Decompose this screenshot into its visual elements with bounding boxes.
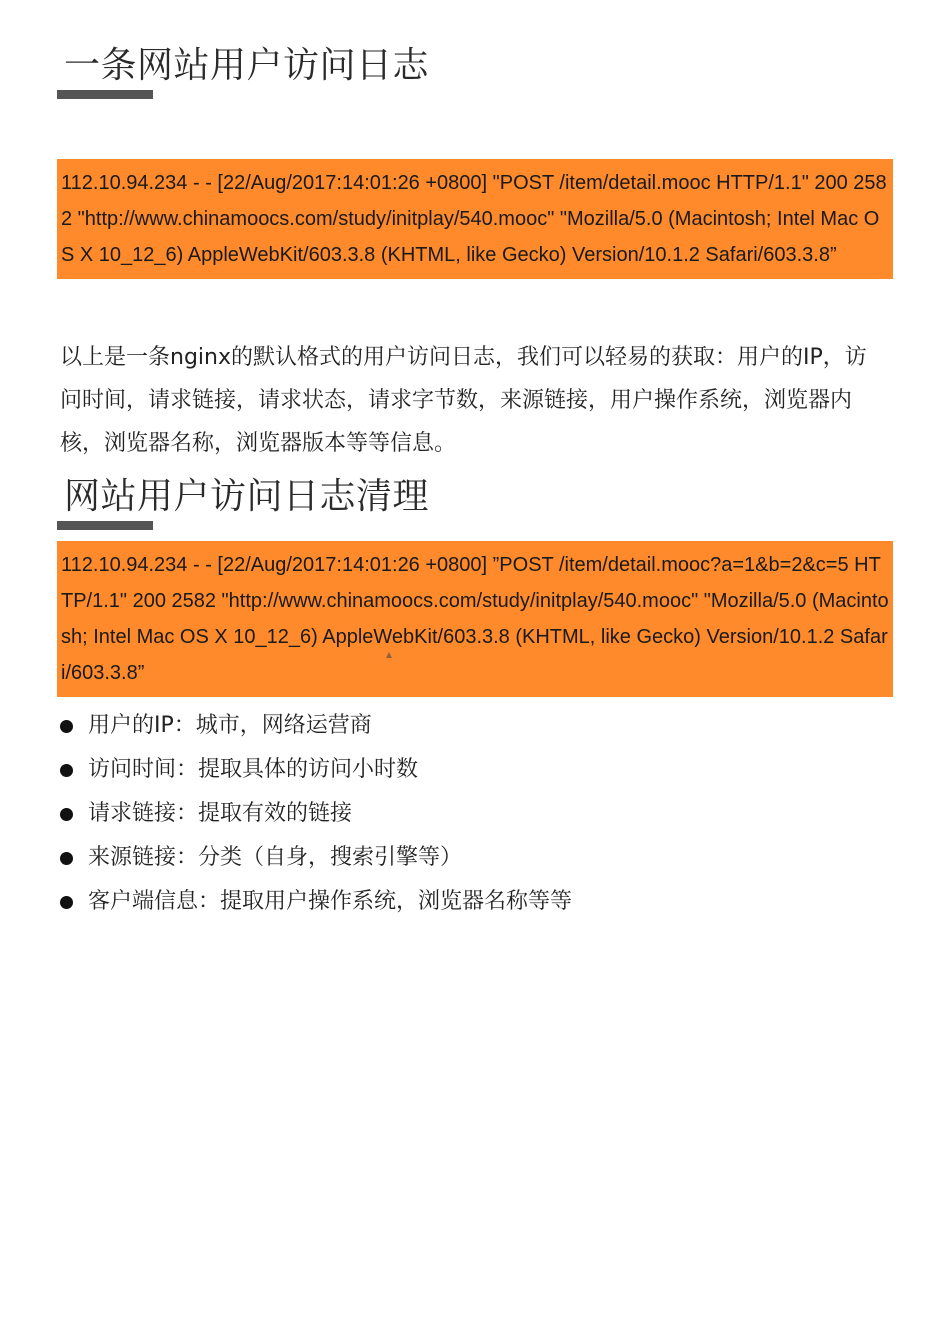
title-underline: [57, 521, 153, 530]
mouse-cursor-icon: [386, 652, 392, 658]
bullet-dot-icon: [60, 720, 73, 733]
log-description: 以上是一条nginx的默认格式的用户访问日志，我们可以轻易的获取：用户的IP，访问时间，请求链接，请求状态，请求字节数，来源链接，用户操作系统，浏览器内核，浏览器名称，浏览器版本等等信息。: [60, 345, 867, 456]
bullet-text: 用户的IP：城市，网络运营商: [88, 713, 372, 738]
bullet-text: 客户端信息：提取用户操作系统，浏览器名称等等: [88, 889, 573, 914]
section-title-log-cleanup: 网站用户访问日志清理: [64, 476, 430, 517]
list-item: [60, 792, 572, 836]
access-log-sample: 112.10.94.234 - - [22/Aug/2017:14:01:26 +0800] "POST /item/detail.mooc HTTP/1.1" 200 2582 "http://www.chinamoocs.com/study/initplay/540.mooc" "Mozilla/5.0 (Macintosh; Intel Mac OS X 10_12_6) AppleWebKit/603.3.8 (KHTML, like Gecko) Version/10.1.2 Safari/603.3.8”: [57, 159, 893, 279]
list-item: [60, 880, 572, 924]
title-underline: [57, 90, 153, 99]
bullet-dot-icon: [60, 764, 73, 777]
cleanup-log-sample: 112.10.94.234 - - [22/Aug/2017:14:01:26 +0800] ”POST /item/detail.mooc?a=1&b=2&c=5 HTTP/1.1" 200 2582 "http://www.chinamoocs.com/study/initplay/540.mooc" "Mozilla/5.0 (Macintosh; Intel Mac OS X 10_12_6) AppleWebKit/603.3.8 (KHTML, like Gecko) Version/10.1.2 Safari/603.3.8”: [57, 541, 893, 697]
bullet-dot-icon: [60, 896, 73, 909]
bullet-text: 访问时间：提取具体的访问小时数: [88, 757, 419, 782]
bullet-text: 来源链接：分类（自身，搜索引擎等）: [88, 845, 463, 870]
list-item: [60, 704, 572, 748]
section-title-access-log: 一条网站用户访问日志: [64, 45, 430, 86]
bullet-dot-icon: [60, 808, 73, 821]
cleanup-bullet-list: [60, 704, 572, 924]
list-item: [60, 836, 572, 880]
list-item: [60, 748, 572, 792]
bullet-text: 请求链接：提取有效的链接: [88, 801, 353, 826]
bullet-dot-icon: [60, 852, 73, 865]
